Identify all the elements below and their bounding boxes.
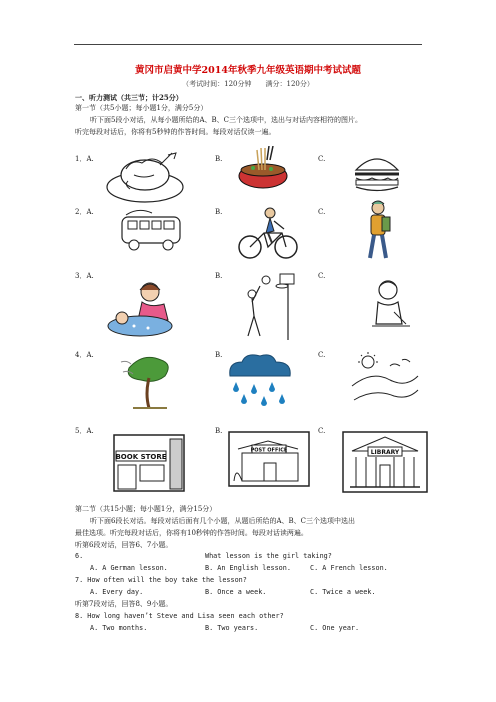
q6-option-b: B. An English lesson. xyxy=(205,564,291,572)
q5-label-b: B. xyxy=(215,427,223,435)
bus-image xyxy=(118,205,186,253)
boy-writing-image xyxy=(368,278,412,334)
q5-label-c: C. xyxy=(318,427,326,435)
post-office-sign: POST OFFICE xyxy=(250,447,288,454)
q3-label-b: B. xyxy=(215,272,223,280)
q2-label-b: B. xyxy=(215,208,223,216)
q6-question: What lesson is the girl taking? xyxy=(205,552,332,560)
q7-question: 7. How often will the boy take the lesson? xyxy=(75,576,247,584)
section-heading: 一、听力测试（共三节；计25分） xyxy=(75,93,183,102)
q4-label-c: C. xyxy=(318,351,326,359)
top-rule xyxy=(74,44,422,45)
q8-option-b: B. Two years. xyxy=(205,624,259,632)
post-office-image xyxy=(228,431,310,487)
dialog7-label: 听第7段对话，回答8、9小题。 xyxy=(75,600,173,608)
noodles-image xyxy=(237,146,289,192)
hamburger-image xyxy=(352,150,402,194)
part1-instruction-1: 听下面5段小对话，从每小题所给的A、B、C三个选项中，选出与对话内容相符的图片。 xyxy=(90,116,363,124)
q2-label-c: C. xyxy=(318,208,326,216)
q6-option-a: A. A German lesson. xyxy=(90,564,168,572)
q5-label-a: 5．A. xyxy=(75,427,94,435)
q4-label-a: 4．A. xyxy=(75,351,94,359)
sunny-hills-image xyxy=(350,350,420,406)
dialog6-label: 听第6段对话，回答6、7小题。 xyxy=(75,541,173,549)
part1-instruction-2: 听完每段对话后，你将有5秒钟的作答时间。每段对话仅读一遍。 xyxy=(75,128,276,136)
book-store-sign: BOOK STORE xyxy=(115,453,167,461)
mother-child-image xyxy=(104,278,178,340)
exam-title: 黄冈市启黄中学2014年秋季九年级英语期中考试试题 xyxy=(135,65,361,76)
q4-label-b: B. xyxy=(215,351,223,359)
q6-number: 6. xyxy=(75,552,84,560)
q8-option-a: A. Two months. xyxy=(90,624,148,632)
q7-option-a: A. Every day. xyxy=(90,588,144,596)
q2-label-a: 2．A. xyxy=(75,208,94,216)
q1-label-a: 1．A. xyxy=(75,155,94,163)
q3-label-a: 3．A. xyxy=(75,272,94,280)
q8-question: 8. How long haven’t Steve and Lisa seen each other? xyxy=(75,612,284,620)
part2-instruction-1: 听下面6段长对话。每段对话后面有几个小题，从题后所给的A、B、C三个选项中选出 xyxy=(90,517,356,525)
bicycle-image xyxy=(238,203,298,261)
chicken-image xyxy=(104,145,186,205)
q8-option-c: C. One year. xyxy=(310,624,360,632)
q7-option-c: C. Twice a week. xyxy=(310,588,376,596)
q6-option-c: C. A French lesson. xyxy=(310,564,388,572)
q3-label-c: C. xyxy=(318,272,326,280)
library-sign: LIBRARY xyxy=(370,449,400,456)
walking-boy-image xyxy=(360,200,396,262)
library-image xyxy=(342,431,428,493)
part2-title: 第二节（共15小题；每小题1分，满分15分） xyxy=(75,505,217,513)
book-store-image xyxy=(112,433,186,493)
part1-title: 第一节（共5小题；每小题1分，满分5分） xyxy=(75,104,208,112)
rain-cloud-image xyxy=(220,352,298,408)
q7-option-b: B. Once a week. xyxy=(205,588,267,596)
basketball-image xyxy=(232,270,300,342)
windy-tree-image xyxy=(119,350,179,412)
q1-label-b: B. xyxy=(215,155,223,163)
part2-instruction-2: 最佳选项。听完每段对话后，你将有10秒钟的作答时间。每段对话读两遍。 xyxy=(75,529,308,537)
exam-meta: （考试时间：120分钟 满分：120分） xyxy=(182,80,314,88)
q1-label-c: C. xyxy=(318,155,326,163)
